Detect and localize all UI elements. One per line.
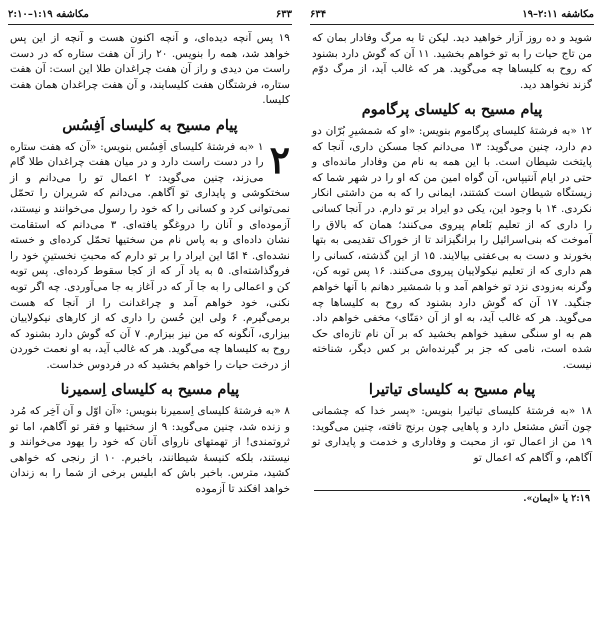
paragraph: شوید و ده روز آزار خواهید دید. لیکن تا به مرگ وفادار بمان که من تاج حیات را به تو خواهم بخشید. ۱۱ آن که گوش دارد بشنود که روح به کلیساها چه می‌گوید. هر که غالب آید، از مرگ دوّم گزند نخواهد دید. — [312, 32, 592, 91]
chapter-verse-reference: مکاشفه ۲:۱۱–۱۹ — [522, 9, 594, 20]
footnote-divider — [314, 490, 590, 491]
body-text — [10, 31, 290, 498]
running-header — [310, 6, 594, 25]
section-heading: پیام مسیح به کلیسای اِسمیرنا — [60, 381, 240, 399]
page-number: ۶۳۳ — [275, 9, 292, 20]
paragraph: ۱۹ پس آنچه دیده‌ای، و آنچه اکنون هست و آنچه از این پس خواهد شد، همه را بنویس. ۲۰ راز آن هفت ستاره که در دست راست من دیدی و راز آن هفت چراغدان طلا این است: آن هفت ستاره، فرشتگان هفت کلیسایند، و آن هفت چراغدان همان هفت کلیسا. — [10, 32, 290, 107]
chapter-number: ۲ — [269, 136, 290, 182]
running-header — [8, 6, 292, 25]
section-heading: پیام مسیح به کلیسای تیاتیرا — [368, 381, 536, 399]
footnote: ۲:۱۹ یا «ایمان». — [523, 493, 590, 505]
section-heading: پیام مسیح به کلیسای اَفِسُس — [62, 116, 238, 134]
paragraph: ۱ «به فرشتهٔ کلیسای اَفِسُس بنویس: «آن که هفت ستاره را در دست راست دارد و در میان هفت چراغدان طلا گام می‌زند، چنین می‌گوید: ۲ اعمال تو را می‌دانم و از سختکوشی و پایداری تو آگاهم. می‌دانم که شریران را تحمّل نمی‌توانی کرد و کسانی را که خود را رسول می‌خوانند و نیستند، آزموده‌ای و آنان را دروغگو یافته‌ای. ۳ می‌دانم که استقامت نشان داده‌ای و به پاس نام من سختیها تحمّل کرده‌ای و خسته نشده‌ای. ۴ امّا این ایراد را بر تو دارم که محبتِ نخستینِ خود را فروگذاشته‌ای. ۵ به یاد آر که از کجا سقوط کرده‌ای. پس توبه کن و اعمالی را به جا آر که در آغاز به جا می‌آوردی. چه اگر توبه نکنی، خود خواهم آمد و چراغدانت را از آنجا که هست برمی‌گیرم. ۶ ولی این حُسن را داری که از کارهای نیکولاییان بیزاری، آنگونه که من نیز بیزارم. ۷ آن که گوش دارد بشنود که روح به کلیساها چه می‌گوید. هر که غالب آید، به او نعمت خوردن از درخت حیات را خواهم بخشید که در فردوس خداست. — [10, 140, 291, 371]
body-text — [312, 31, 592, 466]
page-number: ۶۳۴ — [310, 9, 327, 20]
section-heading: پیام مسیح به کلیسای پرگاموم — [361, 101, 543, 119]
right-page — [306, 0, 598, 626]
paragraph: ۱۸ «به فرشتهٔ کلیسای تیاتیرا بنویس: «پسر خدا که چشمانی چون آتش مشتعل دارد و پاهایی چون برنج تافته، چنین می‌گوید: ۱۹ من از اعمال تو، از محبت و وفاداری و خدمت و پایداری تو آگاهم، و آگاهم که اعمال تو — [312, 405, 592, 464]
left-page — [4, 0, 296, 626]
chapter-verse-reference: مکاشفه ۱:۱۹–۲:۱۰ — [8, 9, 89, 20]
paragraph: ۱۲ «به فرشتهٔ کلیسای پرگاموم بنویس: «او که شمشیرِ بُرّان دو دم دارد، چنین می‌گوید: ۱۳ می‌دانم کجا مسکن داری، آنجا که پایتخت شیطان است. با این همه به نام من وفادار مانده‌ای و حتی در ایام آنتیپاس، آن گواه امین من که او را در شهر شما که زیستگاه شیطان است کشتند، ایمانی را که به من داشتی انکار نکردی. ۱۴ با وجود این، یکی دو ایراد بر تو دارم. در آنجا کسانی را داری که از تعلیم بَلعام پیروی می‌کنند؛ همان که بالاق را آموخت که بنی‌اسرائیل را برانگیزاند تا از خوراک تقدیمی به بتها بخورند و دست به بی‌عفتی بیالایند. ۱۵ از این گذشته، کسانی را هم داری که از تعلیم نیکولاییان پیروی می‌کنند. ۱۶ پس توبه کن، وگرنه به‌زودی نزد تو خواهم آمد و با شمشیر دهانم با آنها خواهم جنگید. ۱۷ آن که گوش دارد بشنود که روح به کلیساها چه می‌گوید. هر که غالب آید، به او از آن ‹مَنّای› مخفی خواهم داد. هم به او سنگی سفید خواهم بخشید که بر آن نام تازه‌ای حک شده است، نامی که جز بر گیرنده‌اش بر کس دیگر، شناخته نیست. — [312, 124, 593, 371]
paragraph: ۸ «به فرشتهٔ کلیسای اِسمیرنا بنویس: «آن اوّل و آن آخِر که مُرد و زنده شد، چنین می‌گوید: ۹ از سختیها و فقر تو آگاهم، اما تو ثروتمندی! از تهمتهای ناروای آنان که خود را یهود می‌خوانند و نیستند، بلکه کنیسهٔ شیطانند، باخبرم. ۱۰ از رنجی که خواهی کشید، مترس. باخبر باش که ابلیس برخی از شما را به زندان خواهد افکند تا آزموده — [10, 405, 291, 496]
